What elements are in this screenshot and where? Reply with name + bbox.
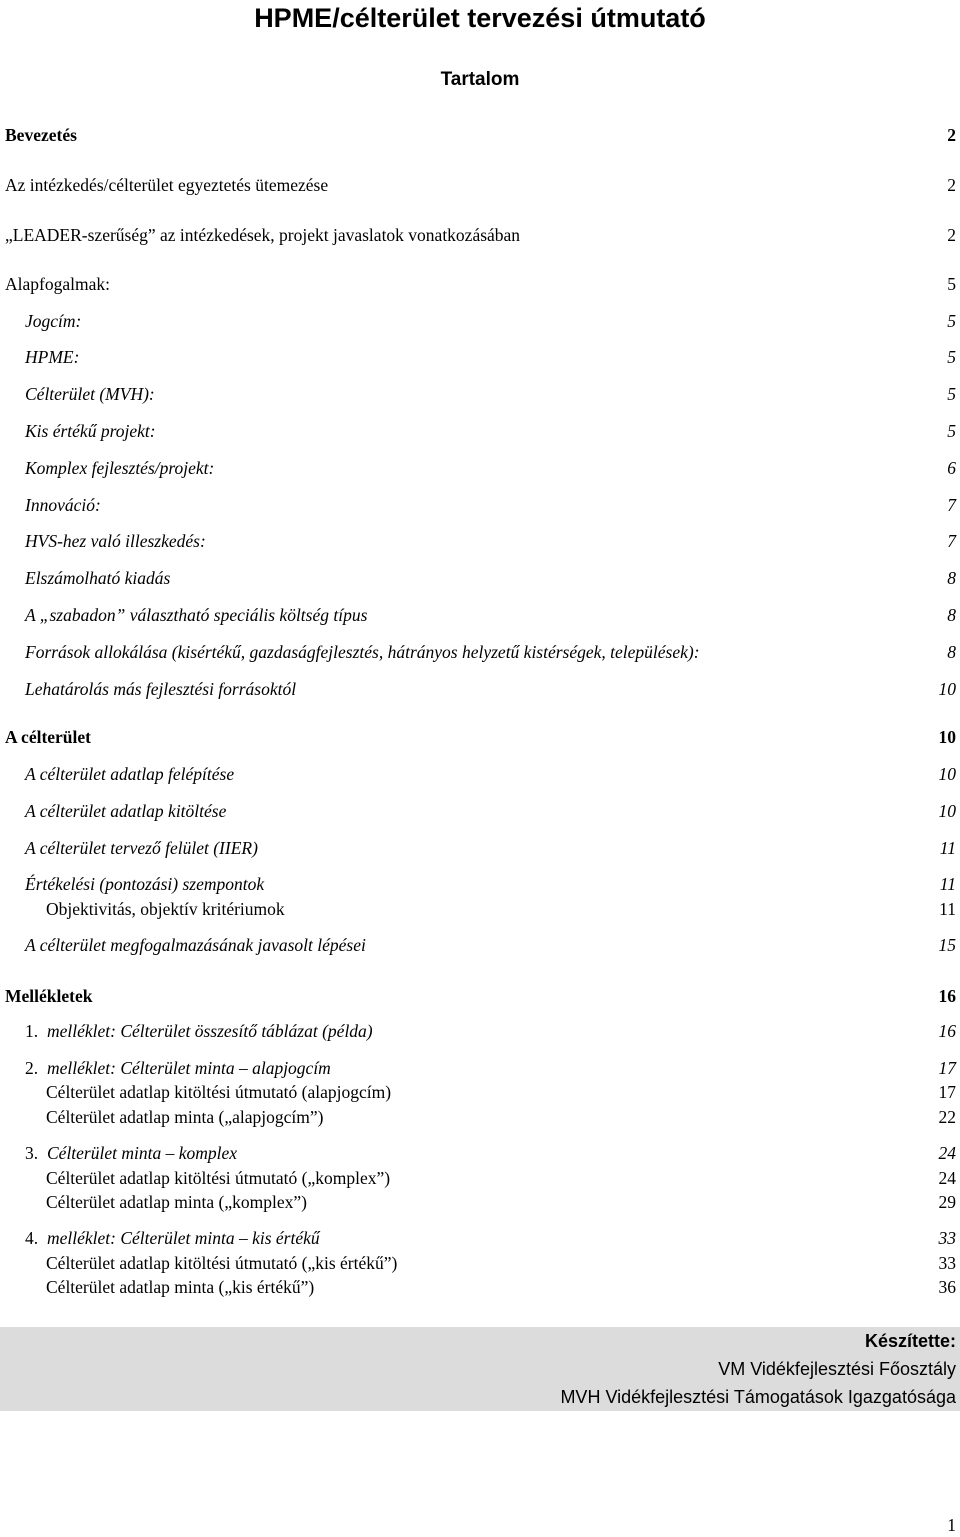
toc-entry-page: 5 <box>947 347 956 367</box>
toc-entry-page: 2 <box>947 225 956 245</box>
toc-entry[interactable] <box>0 640 956 664</box>
toc-entry-title: Objektivitás, objektív kritériumok <box>46 899 285 919</box>
toc-entry-page: 16 <box>938 1021 956 1041</box>
toc-entry-title: Elszámolható kiadás <box>25 568 171 588</box>
toc-entry-title: Célterület (MVH): <box>25 384 155 404</box>
toc-entry-page: 17 <box>938 1082 956 1102</box>
toc-entry-title: A célterület tervező felület (IIER) <box>25 838 258 858</box>
toc-entry[interactable] <box>0 566 956 590</box>
toc-entry-title: Célterület adatlap kitöltési útmutató („komplex”) <box>46 1168 391 1188</box>
toc-entry-number: 4. <box>25 1228 39 1248</box>
toc-entry-title: Alapfogalmak: <box>5 274 110 294</box>
toc-entry-page: 5 <box>947 274 956 294</box>
toc-entry[interactable] <box>0 897 956 921</box>
toc-entry-title: Célterület adatlap minta („kis értékű”) <box>46 1277 315 1297</box>
toc-entry-title: „LEADER-szerűség” az intézkedések, projekt javaslatok vonatkozásában <box>5 225 521 245</box>
toc-entry[interactable] <box>0 984 956 1008</box>
toc-entry[interactable] <box>0 223 956 247</box>
toc-entry-title: Kis értékű projekt: <box>25 421 156 441</box>
toc-entry[interactable] <box>0 456 956 480</box>
toc-entry-title: melléklet: Célterület minta – kis értékű <box>47 1228 320 1248</box>
document-title: HPME/célterület tervezési útmutató <box>254 3 706 33</box>
toc-entry[interactable] <box>0 1141 956 1165</box>
toc-entry-title: A célterület adatlap kitöltése <box>25 801 227 821</box>
toc-entry-page: 5 <box>947 421 956 441</box>
toc-entry[interactable] <box>0 799 956 823</box>
toc-entry-page: 5 <box>947 311 956 331</box>
toc-entry-title: Jogcím: <box>25 311 82 331</box>
toc-entry[interactable] <box>0 493 956 517</box>
toc-entry[interactable] <box>0 1226 956 1250</box>
toc-entry-page: 7 <box>947 531 956 551</box>
toc-entry-title: Az intézkedés/célterület egyeztetés ütemezése <box>5 175 329 195</box>
toc-entry[interactable] <box>0 762 956 786</box>
toc-entry-number: 2. <box>25 1058 39 1078</box>
toc-entry[interactable] <box>0 603 956 627</box>
toc-entry[interactable] <box>0 1056 956 1080</box>
toc-entry[interactable] <box>0 1190 956 1214</box>
toc-entry[interactable] <box>0 872 956 896</box>
toc-entry[interactable] <box>0 677 956 701</box>
toc-entry-number: 1. <box>25 1021 39 1041</box>
toc-entry-page: 2 <box>947 175 956 195</box>
toc-entry[interactable] <box>0 933 956 957</box>
toc-entry-page: 10 <box>938 679 956 699</box>
toc-entry-page: 7 <box>947 495 956 515</box>
toc-entry-title: A célterület megfogalmazásának javasolt lépései <box>25 935 366 955</box>
toc-entry-title: HPME: <box>25 347 80 367</box>
toc-entry-page: 24 <box>938 1143 956 1163</box>
toc-entry[interactable] <box>0 725 956 749</box>
toc-entry-title: Célterület adatlap kitöltési útmutató (alapjogcím) <box>46 1082 392 1102</box>
toc-entry-title: Bevezetés <box>5 125 77 145</box>
credits-block <box>560 1327 956 1411</box>
toc-entry-title: A „szabadon” választható speciális költség típus <box>25 605 368 625</box>
toc-entry[interactable] <box>0 419 956 443</box>
toc-entry-title: Források allokálása (kisértékű, gazdaságfejlesztés, hátrányos helyzetű kistérségek, települések): <box>25 642 700 662</box>
toc-entry-title: Mellékletek <box>5 986 93 1006</box>
toc-entry-page: 8 <box>947 642 956 662</box>
toc-entry-title: Értékelési (pontozási) szempontok <box>25 874 265 894</box>
toc-entry-page: 2 <box>947 125 956 145</box>
toc-entry-title: Célterület adatlap kitöltési útmutató („kis értékű”) <box>46 1253 398 1273</box>
toc-entry-page: 15 <box>938 935 956 955</box>
toc-entry-title: Célterület adatlap minta („komplex”) <box>46 1192 307 1212</box>
toc-entry[interactable] <box>0 1019 956 1043</box>
toc-entry-title: Célterület adatlap minta („alapjogcím”) <box>46 1107 324 1127</box>
toc-entry-title: A célterület <box>5 727 91 747</box>
toc-entry-page: 33 <box>938 1253 956 1273</box>
toc-entry-page: 11 <box>939 899 956 919</box>
credits-line: MVH Vidékfejlesztési Támogatások Igazgatósága <box>560 1387 956 1407</box>
toc-entry[interactable] <box>0 309 956 333</box>
toc-entry-page: 33 <box>938 1228 956 1248</box>
toc-entry[interactable] <box>0 1251 956 1275</box>
credits-line: VM Vidékfejlesztési Főosztály <box>718 1359 956 1379</box>
toc-entry[interactable] <box>0 272 956 296</box>
toc-entry[interactable] <box>0 382 956 406</box>
page-number: 1 <box>947 1515 956 1535</box>
toc-entry-title: melléklet: Célterület minta – alapjogcím <box>47 1058 331 1078</box>
toc-entry-page: 10 <box>938 727 956 747</box>
toc-entry-page: 10 <box>938 801 956 821</box>
toc-entry[interactable] <box>0 1275 956 1299</box>
toc-entry-page: 11 <box>939 838 956 858</box>
toc-entry-page: 17 <box>938 1058 956 1078</box>
toc-entry-number: 3. <box>25 1143 39 1163</box>
toc-entry-title: Komplex fejlesztés/projekt: <box>25 458 215 478</box>
toc-entry[interactable] <box>0 345 956 369</box>
toc-entry[interactable] <box>0 173 956 197</box>
toc-heading: Tartalom <box>440 69 520 90</box>
toc-entry[interactable] <box>0 1105 956 1129</box>
toc-entry-page: 10 <box>938 764 956 784</box>
toc-entry-title: HVS-hez való illeszkedés: <box>25 531 206 551</box>
toc-entry-page: 11 <box>939 874 956 894</box>
toc-entry[interactable] <box>0 123 956 147</box>
toc-entry[interactable] <box>0 529 956 553</box>
toc-entry[interactable] <box>0 1166 956 1190</box>
toc-entry-page: 22 <box>938 1107 956 1127</box>
toc-entry-page: 8 <box>947 605 956 625</box>
toc-entry-page: 6 <box>947 458 956 478</box>
toc-entry-page: 8 <box>947 568 956 588</box>
toc-entry[interactable] <box>0 836 956 860</box>
toc-entry-title: Innováció: <box>25 495 101 515</box>
toc-entry-title: Lehatárolás más fejlesztési forrásoktól <box>25 679 297 699</box>
toc-entry-title: melléklet: Célterület összesítő táblázat (példa) <box>47 1021 373 1041</box>
toc-entry-page: 36 <box>938 1277 956 1297</box>
toc-entry-page: 29 <box>938 1192 956 1212</box>
toc-entry-page: 5 <box>947 384 956 404</box>
toc-entry-page: 24 <box>938 1168 956 1188</box>
toc-entry-title: A célterület adatlap felépítése <box>25 764 235 784</box>
toc-entry[interactable] <box>0 1080 956 1104</box>
credits-label: Készítette: <box>864 1331 956 1351</box>
toc-entry-title: Célterület minta – komplex <box>47 1143 238 1163</box>
toc-entry-page: 16 <box>938 986 956 1006</box>
